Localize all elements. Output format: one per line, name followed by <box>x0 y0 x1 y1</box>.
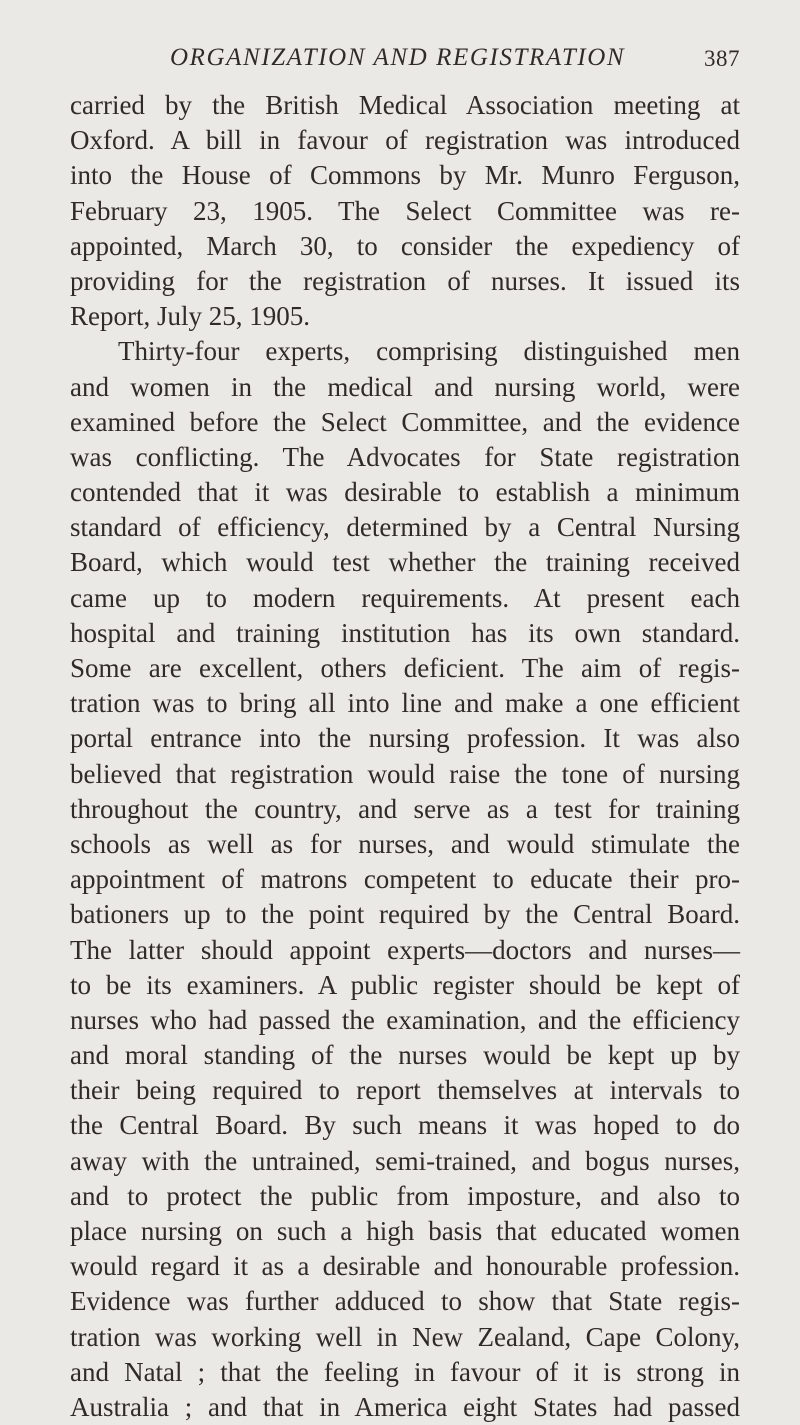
text-line: appointed, March 30, to consider the expediency of <box>70 230 740 261</box>
text-line: and moral standing of the nurses would be kept up by <box>70 1040 740 1071</box>
text-line: Some are excellent, others deficient. The aim of regis- <box>70 653 740 683</box>
text-line: was conflicting. The Advocates for State registration <box>70 441 740 472</box>
text-line: believed that registration would raise the tone of nursing <box>70 758 740 789</box>
text-line: hospital and training institution has its own standard. <box>70 617 740 648</box>
running-header <box>170 44 740 84</box>
text-line: contended that it was desirable to establish a minimum <box>70 477 740 508</box>
text-line: Report, July 25, 1905. <box>70 301 310 332</box>
text-line: appointment of matrons competent to educate their pro- <box>70 864 740 895</box>
text-line: place nursing on such a high basis that educated women <box>70 1216 740 1246</box>
text-line: away with the untrained, semi-trained, and bogus nurses, <box>70 1145 740 1176</box>
text-line: examined before the Select Committee, and the evidence <box>70 406 740 437</box>
text-line: and to protect the public from imposture, and also to <box>70 1180 740 1211</box>
text-line: bationers up to the point required by the Central Board. <box>70 899 740 930</box>
text-line: into the House of Commons by Mr. Munro Ferguson, <box>70 160 740 191</box>
text-line: Evidence was further adduced to show that State regis- <box>70 1286 740 1317</box>
text-line: The latter should appoint experts—doctors and nurses— <box>70 934 740 965</box>
text-line: providing for the registration of nurses. It issued its <box>70 265 740 296</box>
text-line: throughout the country, and serve as a test for training <box>70 793 740 824</box>
text-line: carried by the British Medical Association meeting at <box>70 90 740 120</box>
text-line: the Central Board. By such means it was hoped to do <box>70 1110 740 1141</box>
text-line: February 23, 1905. The Select Committee was re- <box>70 195 740 226</box>
text-line: standard of efficiency, determined by a Central Nursing <box>70 512 740 543</box>
text-line: tration was to bring all into line and make a one efficient <box>70 688 740 719</box>
text-line: nurses who had passed the examination, and the efficiency <box>70 1004 740 1035</box>
text-line: would regard it as a desirable and honourable profession. <box>70 1251 740 1282</box>
text-line: their being required to report themselves at intervals to <box>70 1075 740 1106</box>
text-line: schools as well as for nurses, and would stimulate the <box>70 828 740 859</box>
text-line: Oxford. A bill in favour of registration was introduced <box>70 125 740 156</box>
text-line: Australia ; and that in America eight States had passed <box>70 1391 740 1422</box>
page-number: 387 <box>704 46 740 71</box>
text-line: Board, which would test whether the training received <box>70 547 740 578</box>
text-line: and Natal ; that the feeling in favour of it is strong in <box>70 1356 740 1387</box>
running-title: ORGANIZATION AND REGISTRATION <box>170 44 626 71</box>
body-text <box>70 88 740 1425</box>
paragraph-start-line: Thirty-four experts, comprising distinguished men <box>118 336 740 367</box>
text-line: tration was working well in New Zealand, Cape Colony, <box>70 1321 740 1352</box>
text-line: to be its examiners. A public register should be kept of <box>70 969 740 1000</box>
text-line: and women in the medical and nursing world, were <box>70 371 740 402</box>
text-line: came up to modern requirements. At present each <box>70 582 740 613</box>
text-line: portal entrance into the nursing profession. It was also <box>70 723 740 754</box>
